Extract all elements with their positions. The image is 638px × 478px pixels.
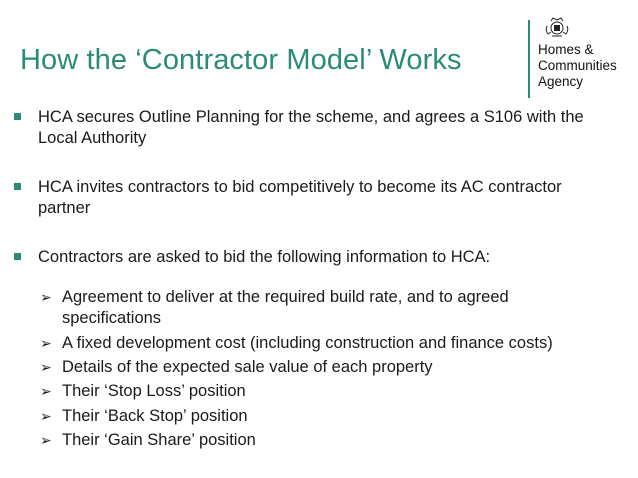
sub-bullet-text: Their ‘Gain Share’ position xyxy=(62,431,256,449)
arrow-bullet-icon: ➢ xyxy=(40,432,52,448)
logo-line-1: Homes & xyxy=(538,42,594,57)
arrow-bullet-icon: ➢ xyxy=(40,408,52,424)
bullet-text: HCA secures Outline Planning for the scheme, and agrees a S106 with the Local Authority xyxy=(38,108,584,147)
sub-bullet-text: Their ‘Back Stop’ position xyxy=(62,407,248,425)
sub-bullet-text: Agreement to deliver at the required build rate, and to agreed specifications xyxy=(62,288,509,327)
royal-crest-icon xyxy=(544,16,570,40)
logo-line-2: Communities xyxy=(538,58,617,73)
arrow-bullet-icon: ➢ xyxy=(40,289,52,305)
square-bullet-icon xyxy=(14,183,21,190)
square-bullet-icon xyxy=(14,113,21,120)
sub-bullet-text: Their ‘Stop Loss’ position xyxy=(62,382,246,400)
arrow-bullet-icon: ➢ xyxy=(40,383,52,399)
bullet-text: HCA invites contractors to bid competitively to become its AC contractor partner xyxy=(38,178,562,217)
square-bullet-icon xyxy=(14,253,21,260)
agency-logo-text xyxy=(538,42,617,90)
bullet-text: Contractors are asked to bid the following information to HCA: xyxy=(38,248,491,266)
sub-bullet-text: Details of the expected sale value of each property xyxy=(62,358,433,376)
logo-divider xyxy=(528,20,530,98)
slide-title: How the ‘Contractor Model’ Works xyxy=(20,44,462,76)
sub-bullet-text: A fixed development cost (including construction and finance costs) xyxy=(62,334,553,352)
arrow-bullet-icon: ➢ xyxy=(40,335,52,351)
arrow-bullet-icon: ➢ xyxy=(40,359,52,375)
logo-line-3: Agency xyxy=(538,74,584,89)
